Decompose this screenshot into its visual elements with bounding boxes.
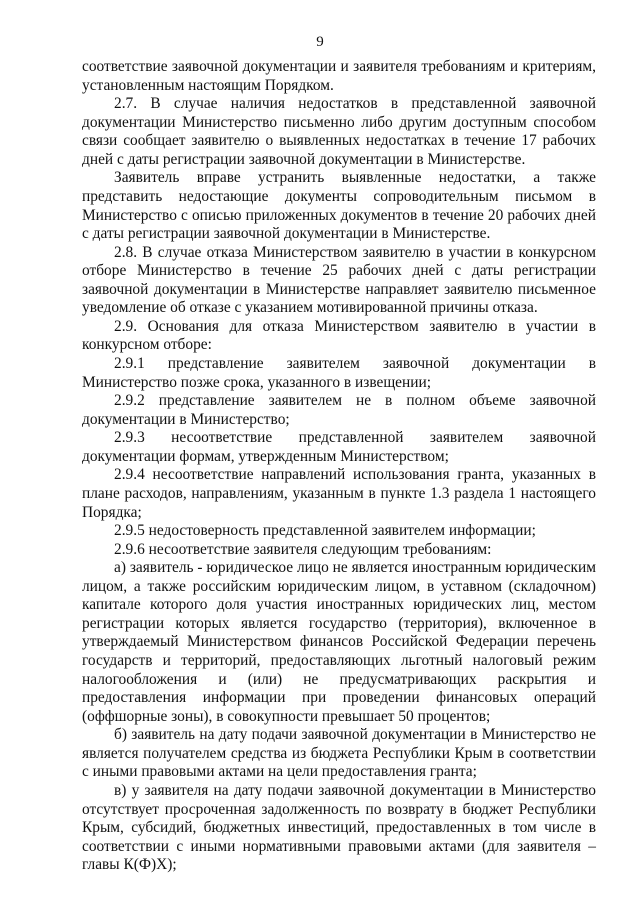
paragraph-2-8: 2.8. В случае отказа Министерством заявителю в участии в конкурсном отборе Министерство в течение 25 рабочих дней с даты регистрации заявочной документации в Министерстве направляет заявителю письменное уведомление об отказе с указанием мотивированной причины отказа. — [82, 243, 596, 317]
paragraph-2-9-2: 2.9.2 представление заявителем не в полном объеме заявочной документации в Министерство; — [82, 392, 596, 428]
paragraph-applicant-right: Заявитель вправе устранить выявленные недостатки, а также представить недостающие документы сопроводительным письмом в Министерство с описью приложенных документов в течение 20 рабочих дней с даты регистрации заявочной документации в Министерстве. — [82, 169, 596, 243]
paragraph-2-9-4: 2.9.4 несоответствие направлений использования гранта, указанных в плане расходов, направлениям, указанным в пункте 1.3 раздела 1 настоящего Порядка; — [82, 466, 596, 521]
paragraph-item-v: в) у заявителя на дату подачи заявочной документации в Министерство отсутствует просроченная задолженность по возврату в бюджет Республики Крым, субсидий, бюджетных инвестиций, предоставленных в том числе в соответствии с иными нормативными правовыми актами (для заявителя – главы К(Ф)Х); — [82, 781, 596, 874]
paragraph-2-9-1: 2.9.1 представление заявителем заявочной документации в Министерство позже срока, указанного в извещении; — [82, 355, 596, 391]
paragraph-item-a: а) заявитель - юридическое лицо не является иностранным юридическим лицом, а также российским юридическим лицом, в уставном (складочном) капитале которого доля участия иностранных юридических лиц, местом регистрации которых является государство (территория), включенное в утверждаемый Министерством финансов Российской Федерации перечень государств и территорий, предоставляющих льготный налоговый режим налогообложения и (или) не предусматривающих раскрытия и предоставления информации при проведении финансовых операций (оффшорные зоны), в совокупности превышает 50 процентов; — [82, 559, 596, 725]
document-body — [82, 58, 596, 875]
paragraph-continuation: соответствие заявочной документации и заявителя требованиям и критериям, установленным настоящим Порядком. — [82, 58, 596, 94]
paragraph-2-9-5: 2.9.5 недостоверность представленной заявителем информации; — [114, 522, 536, 540]
paragraph-2-9: 2.9. Основания для отказа Министерством заявителю в участии в конкурсном отборе: — [82, 317, 596, 354]
page-number: 9 — [316, 34, 324, 50]
paragraph-2-9-6: 2.9.6 несоответствие заявителя следующим требованиям: — [114, 540, 492, 558]
paragraph-2-7: 2.7. В случае наличия недостатков в представленной заявочной документации Министерство письменно либо другим доступным способом связи сообщает заявителю о выявленных недостатках в течение 17 рабочих дней с даты регистрации заявочной документации в Министерстве. — [82, 95, 596, 168]
paragraph-item-b: б) заявитель на дату подачи заявочной документации в Министерство не является получателем средства из бюджета Республики Крым в соответствии с иными правовыми актами на цели предоставления гранта; — [82, 726, 596, 781]
paragraph-2-9-3: 2.9.3 несоответствие представленной заявителем заявочной документации формам, утвержденным Министерством; — [82, 429, 596, 465]
